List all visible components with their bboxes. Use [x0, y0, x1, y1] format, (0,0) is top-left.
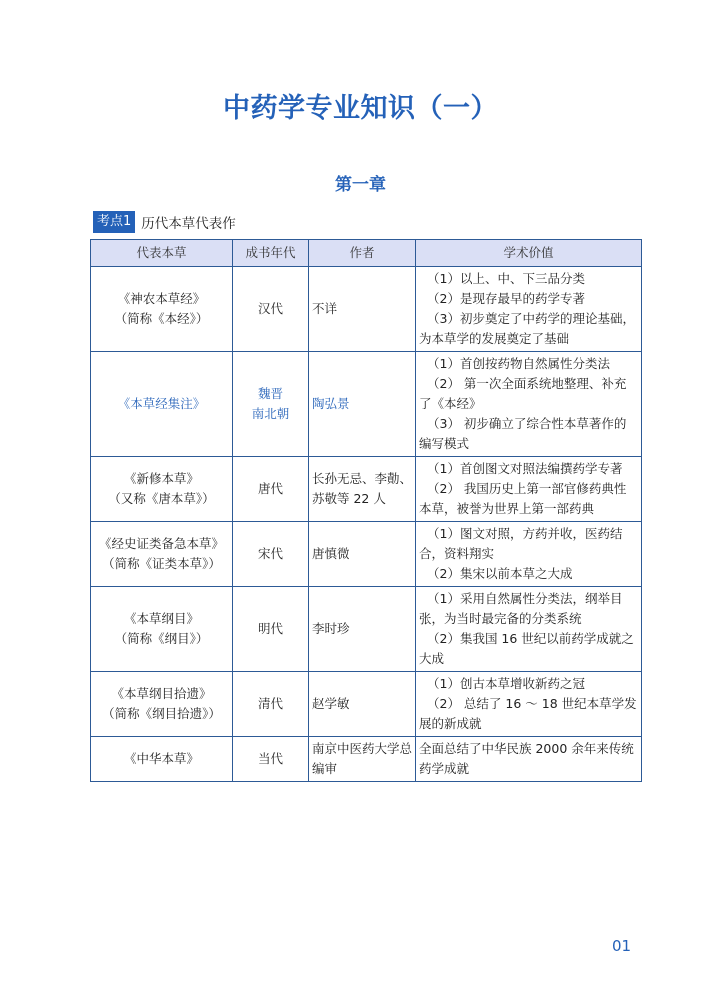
cell-author: 唐慎微 [309, 522, 416, 587]
value-item: （1）首创按药物自然属性分类法 [427, 356, 610, 371]
cell-book [91, 352, 233, 457]
table-row [91, 352, 642, 457]
value-item: （2） 总结了 16 ～ 18 世纪本草学发展的新成就 [419, 696, 637, 731]
cell-author: 不详 [309, 267, 416, 352]
column-header-author: 作者 [309, 240, 416, 267]
book-alias: （简称《纲目拾遗》） [102, 706, 221, 721]
book-alias: （简称《本经》） [114, 311, 209, 326]
book-alias: （简称《证类本草》） [102, 556, 221, 571]
cell-era: 宋代 [233, 522, 309, 587]
cell-value [416, 672, 642, 737]
value-item: （2） 第一次全面系统地整理、补充了《本经》 [419, 376, 627, 411]
book-title: 《本草纲目拾遗》 [111, 686, 212, 701]
value-item: （2） 我国历史上第一部官修药典性本草，被誉为世界上第一部药典 [419, 481, 627, 516]
value-item: （1）首创图文对照法编撰药学专著 [427, 461, 623, 476]
table-row [91, 522, 642, 587]
book-alias: （简称《纲目》） [114, 631, 209, 646]
column-header-book: 代表本草 [91, 240, 233, 267]
column-header-value: 学术价值 [416, 240, 642, 267]
cell-book [91, 457, 233, 522]
topic-title: 历代本草代表作 [141, 216, 236, 232]
value-item: （2）集宋以前本草之大成 [427, 566, 573, 581]
era-line: 魏晋 [257, 386, 283, 401]
cell-book [91, 672, 233, 737]
cell-value [416, 737, 642, 782]
book-alias: （又称《唐本草》） [108, 491, 215, 506]
cell-value [416, 522, 642, 587]
cell-era: 唐代 [233, 457, 309, 522]
cell-book [91, 737, 233, 782]
cell-value [416, 352, 642, 457]
value-item: （2）是现存最早的药学专著 [427, 291, 585, 306]
cell-author: 赵学敏 [309, 672, 416, 737]
cell-value [416, 457, 642, 522]
page-number: 01 [612, 937, 632, 955]
book-title: 《新修本草》 [123, 471, 199, 486]
herbal-classics-table [90, 239, 642, 782]
cell-book [91, 587, 233, 672]
value-item: （1）创古本草增收新药之冠 [427, 676, 585, 691]
topic-badge: 考点1 [93, 211, 135, 233]
topic-heading [93, 211, 236, 233]
cell-era: 明代 [233, 587, 309, 672]
column-header-era: 成书年代 [233, 240, 309, 267]
cell-author: 李时珍 [309, 587, 416, 672]
cell-era: 当代 [233, 737, 309, 782]
value-item: （3）初步奠定了中药学的理论基础，为本草学的发展奠定了基础 [419, 311, 635, 346]
cell-era [233, 352, 309, 457]
cell-author: 南京中医药大学总编审 [309, 737, 416, 782]
table-row [91, 672, 642, 737]
cell-book [91, 522, 233, 587]
era-line: 南北朝 [251, 406, 290, 421]
cell-value [416, 267, 642, 352]
table-row [91, 587, 642, 672]
table-header-row [91, 240, 642, 267]
cell-value [416, 587, 642, 672]
table-row [91, 267, 642, 352]
chapter-heading: 第一章 [335, 175, 386, 195]
cell-era: 清代 [233, 672, 309, 737]
cell-book [91, 267, 233, 352]
cell-author: 陶弘景 [309, 352, 416, 457]
value-item: 全面总结了中华民族 2000 余年来传统药学成就 [419, 741, 634, 776]
cell-author: 长孙无忌、李勣、苏敬等 22 人 [309, 457, 416, 522]
table-row [91, 737, 642, 782]
book-title: 《中华本草》 [123, 751, 199, 766]
book-title: 《经史证类备急本草》 [98, 536, 224, 551]
table-row [91, 457, 642, 522]
book-title: 《本草经集注》 [117, 396, 206, 411]
value-item: （1）以上、中、下三品分类 [427, 271, 585, 286]
value-item: （3） 初步确立了综合性本草著作的编写模式 [419, 416, 627, 451]
book-title: 《本草纲目》 [123, 611, 199, 626]
value-item: （1）图文对照，方药并收，医药结合，资料翔实 [419, 526, 623, 561]
value-item: （1）采用自然属性分类法，纲举目张，为当时最完备的分类系统 [419, 591, 623, 626]
value-item: （2）集我国 16 世纪以前药学成就之大成 [419, 631, 634, 666]
cell-era: 汉代 [233, 267, 309, 352]
page-title: 中药学专业知识（一） [223, 93, 498, 124]
book-title: 《神农本草经》 [117, 291, 206, 306]
